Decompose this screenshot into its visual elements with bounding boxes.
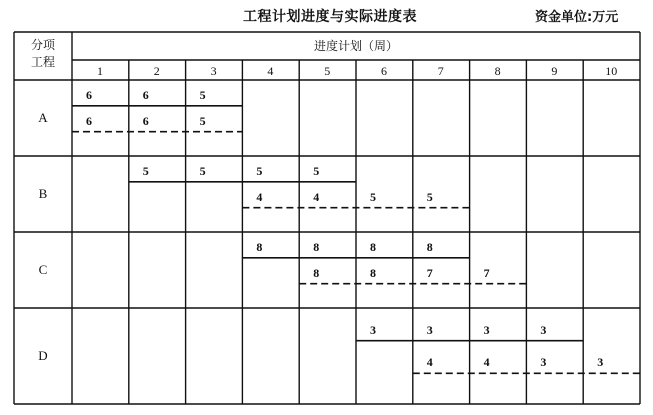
corner-label-top: 分项 bbox=[30, 38, 55, 52]
week-number: 8 bbox=[494, 64, 501, 78]
plan-value: 6 bbox=[86, 87, 92, 102]
actual-value: 4 bbox=[483, 355, 490, 370]
actual-value: 4 bbox=[313, 189, 320, 204]
schedule-header: 进度计划（周） bbox=[313, 39, 398, 53]
week-number: 2 bbox=[153, 64, 160, 78]
plan-value: 5 bbox=[199, 87, 206, 102]
actual-value: 3 bbox=[540, 355, 547, 370]
row-label-b: B bbox=[38, 186, 48, 201]
plan-value: 3 bbox=[426, 322, 433, 337]
week-number: 1 bbox=[97, 64, 103, 78]
week-number: 5 bbox=[324, 64, 331, 78]
week-number: 6 bbox=[381, 64, 387, 78]
actual-value: 8 bbox=[313, 265, 320, 280]
week-number: 4 bbox=[267, 64, 274, 78]
row-label-a: A bbox=[38, 110, 48, 125]
week-number: 7 bbox=[437, 64, 444, 78]
actual-value: 3 bbox=[597, 355, 604, 370]
plan-value: 8 bbox=[256, 239, 263, 254]
actual-value: 4 bbox=[426, 355, 433, 370]
corner-label-bottom: 工程 bbox=[30, 55, 55, 69]
plan-value: 8 bbox=[313, 239, 320, 254]
actual-value: 5 bbox=[370, 189, 376, 204]
plan-value: 5 bbox=[199, 163, 206, 178]
plan-value: 5 bbox=[313, 163, 320, 178]
actual-value: 8 bbox=[370, 265, 376, 280]
actual-value: 7 bbox=[483, 265, 490, 280]
week-number: 10 bbox=[605, 64, 618, 78]
row-label-c: C bbox=[38, 262, 48, 277]
plan-value: 8 bbox=[426, 239, 433, 254]
week-number: 3 bbox=[210, 64, 217, 78]
plan-value: 6 bbox=[142, 87, 149, 102]
plan-value: 3 bbox=[540, 322, 547, 337]
week-number: 9 bbox=[551, 64, 558, 78]
currency-unit: 资金单位:万元 bbox=[535, 10, 619, 25]
plan-value: 3 bbox=[483, 322, 490, 337]
actual-value: 6 bbox=[86, 113, 92, 128]
actual-value: 7 bbox=[426, 265, 433, 280]
plan-value: 5 bbox=[142, 163, 149, 178]
actual-value: 6 bbox=[142, 113, 149, 128]
actual-value: 4 bbox=[256, 189, 263, 204]
row-label-d: D bbox=[38, 348, 48, 363]
plan-value: 5 bbox=[256, 163, 263, 178]
table-title: 工程计划进度与实际进度表 bbox=[243, 9, 417, 25]
plan-value: 3 bbox=[370, 322, 376, 337]
actual-value: 5 bbox=[199, 113, 206, 128]
plan-value: 8 bbox=[370, 239, 376, 254]
actual-value: 5 bbox=[426, 189, 433, 204]
